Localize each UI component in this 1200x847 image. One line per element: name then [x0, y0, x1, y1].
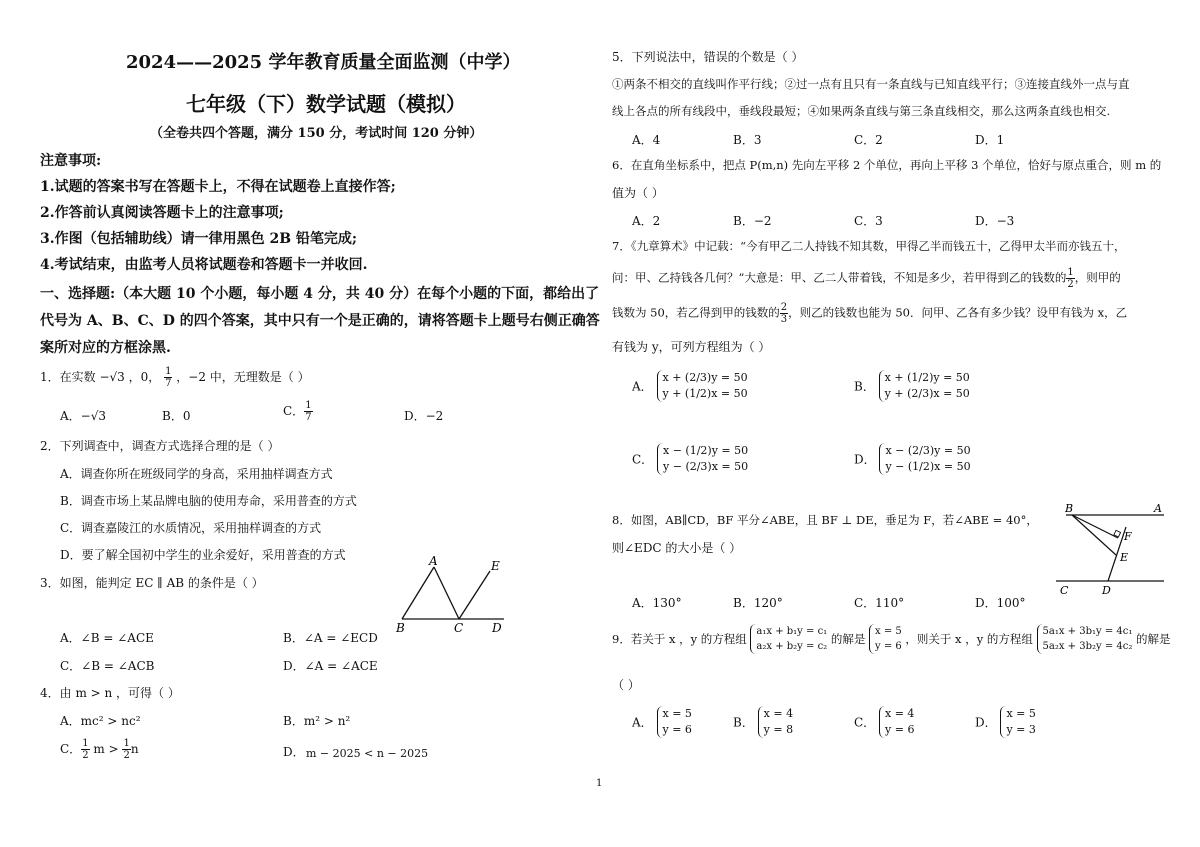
q6-option-c[interactable]: C．3: [854, 214, 883, 228]
question-9-paren: （ ）: [612, 678, 640, 692]
q4-option-d[interactable]: D．: [283, 745, 305, 759]
q9-option-a[interactable]: A． x = 5 y = 6: [632, 707, 692, 736]
q4-option-c[interactable]: C． $\frac{1}{2}$ m > $\frac{1}{2}$ n: [60, 738, 139, 761]
q3-figure: [392, 553, 512, 635]
exam-title: 2024——2025 学年教育质量全面监测（中学）: [126, 52, 521, 73]
label-d: D: [492, 621, 502, 635]
q4-option-b[interactable]: B．m² > n²: [283, 714, 351, 728]
question-7-stem-3: 钱数为 50，若乙得到甲的钱数的 $\frac{2}{3}$ ，则乙的钱数也能为 50．问甲、乙各有多少钱？设甲有钱为 x，乙: [612, 302, 1128, 325]
q3-option-b[interactable]: B．∠A = ∠ECD: [283, 631, 378, 645]
q5-statement: ①两条不相交的直线叫作平行线；②过一点有且只有一条直线与已知直线平行；③连接直线外一点与直: [612, 77, 1130, 91]
q1-option-a[interactable]: A．−√3: [60, 409, 107, 423]
q3-option-a[interactable]: A．∠B = ∠ACE: [60, 631, 154, 645]
q7-option-b[interactable]: B． x + (1/2)y = 50 y + (2/3)x = 50: [854, 371, 970, 400]
question-7-stem: 7．《九章算术》中记载：“今有甲乙二人持钱不知其数，甲得乙半而钱五十，乙得甲太半而亦钱五十，: [612, 239, 1126, 253]
label-a: A: [1154, 502, 1162, 515]
section-heading: 案所对应的方框涂黑.: [40, 340, 171, 356]
q2-option-d[interactable]: D．要了解全国初中学生的业余爱好，采用普查的方式: [60, 548, 346, 562]
question-3-stem: 3．如图，能判定 EC ∥ AB 的条件是（ ）: [40, 576, 264, 590]
label-d: D: [1102, 584, 1111, 597]
q5-option-b[interactable]: B．3: [733, 133, 762, 147]
q6-option-b[interactable]: B．−2: [733, 214, 772, 228]
q1-option-b[interactable]: B．0: [162, 409, 191, 423]
label-c: C: [454, 621, 464, 635]
note-item: 1.试题的答案书写在答题卡上，不得在试题卷上直接作答;: [40, 179, 396, 195]
q7-option-a[interactable]: A． x + (2/3)y = 50 y + (1/2)x = 50: [632, 371, 748, 400]
question-7-stem-4: 有钱为 y，可列方程组为（ ）: [612, 340, 771, 354]
label-e: E: [491, 559, 500, 573]
question-9-stem: 9．若关于 x ，y 的方程组 a₁x + b₁y = c₁ a₂x + b₂y = c₂ 的解是 x = 5 y = 6 ，则关于 x ，y 的方程组 5a₁x + 3b₁y = 4c₁ 5a₂x + 3b₂y = 4c₂ 的解是: [612, 626, 1171, 652]
fraction: $\frac{1}{7}$: [165, 366, 172, 389]
q2-option-b[interactable]: B．调查市场上某品牌电脑的使用寿命，采用普查的方式: [60, 494, 357, 508]
question-4-stem: 4．由 m > n ，可得（ ）: [40, 686, 180, 700]
section-heading: 一、选择题:（本大题 10 个小题，每小题 4 分，共 40 分）在每个小题的下面，都给出了: [40, 286, 600, 302]
note-item: 4.考试结束，由监考人员将试题卷和答题卡一并收回.: [40, 257, 368, 273]
q1-option-c[interactable]: C． $\frac{1}{7}$: [283, 400, 312, 423]
question-6-stem: 6．在直角坐标系中，把点 P(m,n) 先向左平移 2 个单位，再向上平移 3 个单位，恰好与原点重合，则 m 的: [612, 158, 1162, 172]
label-f: F: [1124, 530, 1132, 543]
q8-figure: [1052, 500, 1170, 598]
q8-option-a[interactable]: A．130°: [632, 596, 682, 610]
q7-option-c[interactable]: C． x − (1/2)y = 50 y − (2/3)x = 50: [632, 444, 749, 473]
q5-statement: 线上各点的所有线段中，垂线段最短；④如果两条直线与第三条直线相交，那么这两条直线也相交.: [612, 104, 1111, 118]
question-5-stem: 5．下列说法中，错误的个数是（ ）: [612, 50, 804, 64]
note-item: 2.作答前认真阅读答题卡上的注意事项;: [40, 205, 284, 221]
question-7-stem-2: 问：甲、乙持钱各几何？”大意是：甲、乙二人带着钱，不知是多少，若甲得到乙的钱数的 $\frac{1}{2}$ ，则甲的: [612, 267, 1121, 290]
q5-option-c[interactable]: C．2: [854, 133, 883, 147]
q4-option-a[interactable]: A．mc² > nc²: [60, 714, 141, 728]
page-number: 1: [596, 778, 603, 789]
q9-option-d[interactable]: D． x = 5 y = 3: [975, 707, 1036, 736]
q5-option-d[interactable]: D．1: [975, 133, 1005, 147]
question-2-stem: 2．下列调查中，调查方式选择合理的是（ ）: [40, 439, 280, 453]
q6-option-d[interactable]: D．−3: [975, 214, 1015, 228]
q7-option-d[interactable]: D． x − (2/3)y = 50 y − (1/2)x = 50: [854, 444, 971, 473]
question-8-stem-2: 则∠EDC 的大小是（ ）: [612, 541, 742, 555]
q6-option-a[interactable]: A．2: [632, 214, 661, 228]
note-item: 3.作图（包括辅助线）请一律用黑色 2B 铅笔完成;: [40, 231, 358, 247]
q2-option-a[interactable]: A．调查你所在班级同学的身高，采用抽样调查方式: [60, 467, 333, 481]
label-c: C: [1060, 584, 1069, 597]
question-8-stem: 8．如图，AB∥CD，BF 平分∠ABE，且 BF ⊥ DE，垂足为 F，若∠ABE = 40°，: [612, 513, 1038, 527]
q9-option-c[interactable]: C． x = 4 y = 6: [854, 707, 915, 736]
q1-option-d[interactable]: D．−2: [404, 409, 444, 423]
q5-option-a[interactable]: A．4: [632, 133, 661, 147]
label-e: E: [1120, 551, 1129, 564]
q4-option-d-text: m − 2025 < n − 2025: [306, 747, 429, 760]
label-b: B: [1065, 502, 1074, 515]
label-b: B: [396, 621, 405, 635]
question-1-stem: 1．在实数 −√3 ，0， $\frac{1}{7}$ ，−2 中，无理数是（ ）: [40, 366, 310, 389]
q8-option-b[interactable]: B．120°: [733, 596, 783, 610]
q9-option-b[interactable]: B． x = 4 y = 8: [733, 707, 794, 736]
label-a: A: [429, 554, 438, 568]
notes-heading: 注意事项:: [40, 153, 102, 169]
section-heading: 代号为 A、B、C、D 的四个答案，其中只有一个是正确的，请将答题卡上题号右侧正确答: [40, 313, 600, 329]
exam-info: （全卷共四个答题，满分 150 分，考试时间 120 分钟）: [150, 126, 483, 141]
exam-subtitle: 七年级（下）数学试题（模拟）: [186, 92, 466, 116]
q2-option-c[interactable]: C．调查嘉陵江的水质情况，采用抽样调查的方式: [60, 521, 322, 535]
q8-option-d[interactable]: D．100°: [975, 596, 1026, 610]
question-6-stem-2: 值为（ ）: [612, 186, 664, 200]
q8-option-c[interactable]: C．110°: [854, 596, 905, 610]
q3-option-c[interactable]: C．∠B = ∠ACB: [60, 659, 155, 673]
q3-option-d[interactable]: D．∠A = ∠ACE: [283, 659, 378, 673]
